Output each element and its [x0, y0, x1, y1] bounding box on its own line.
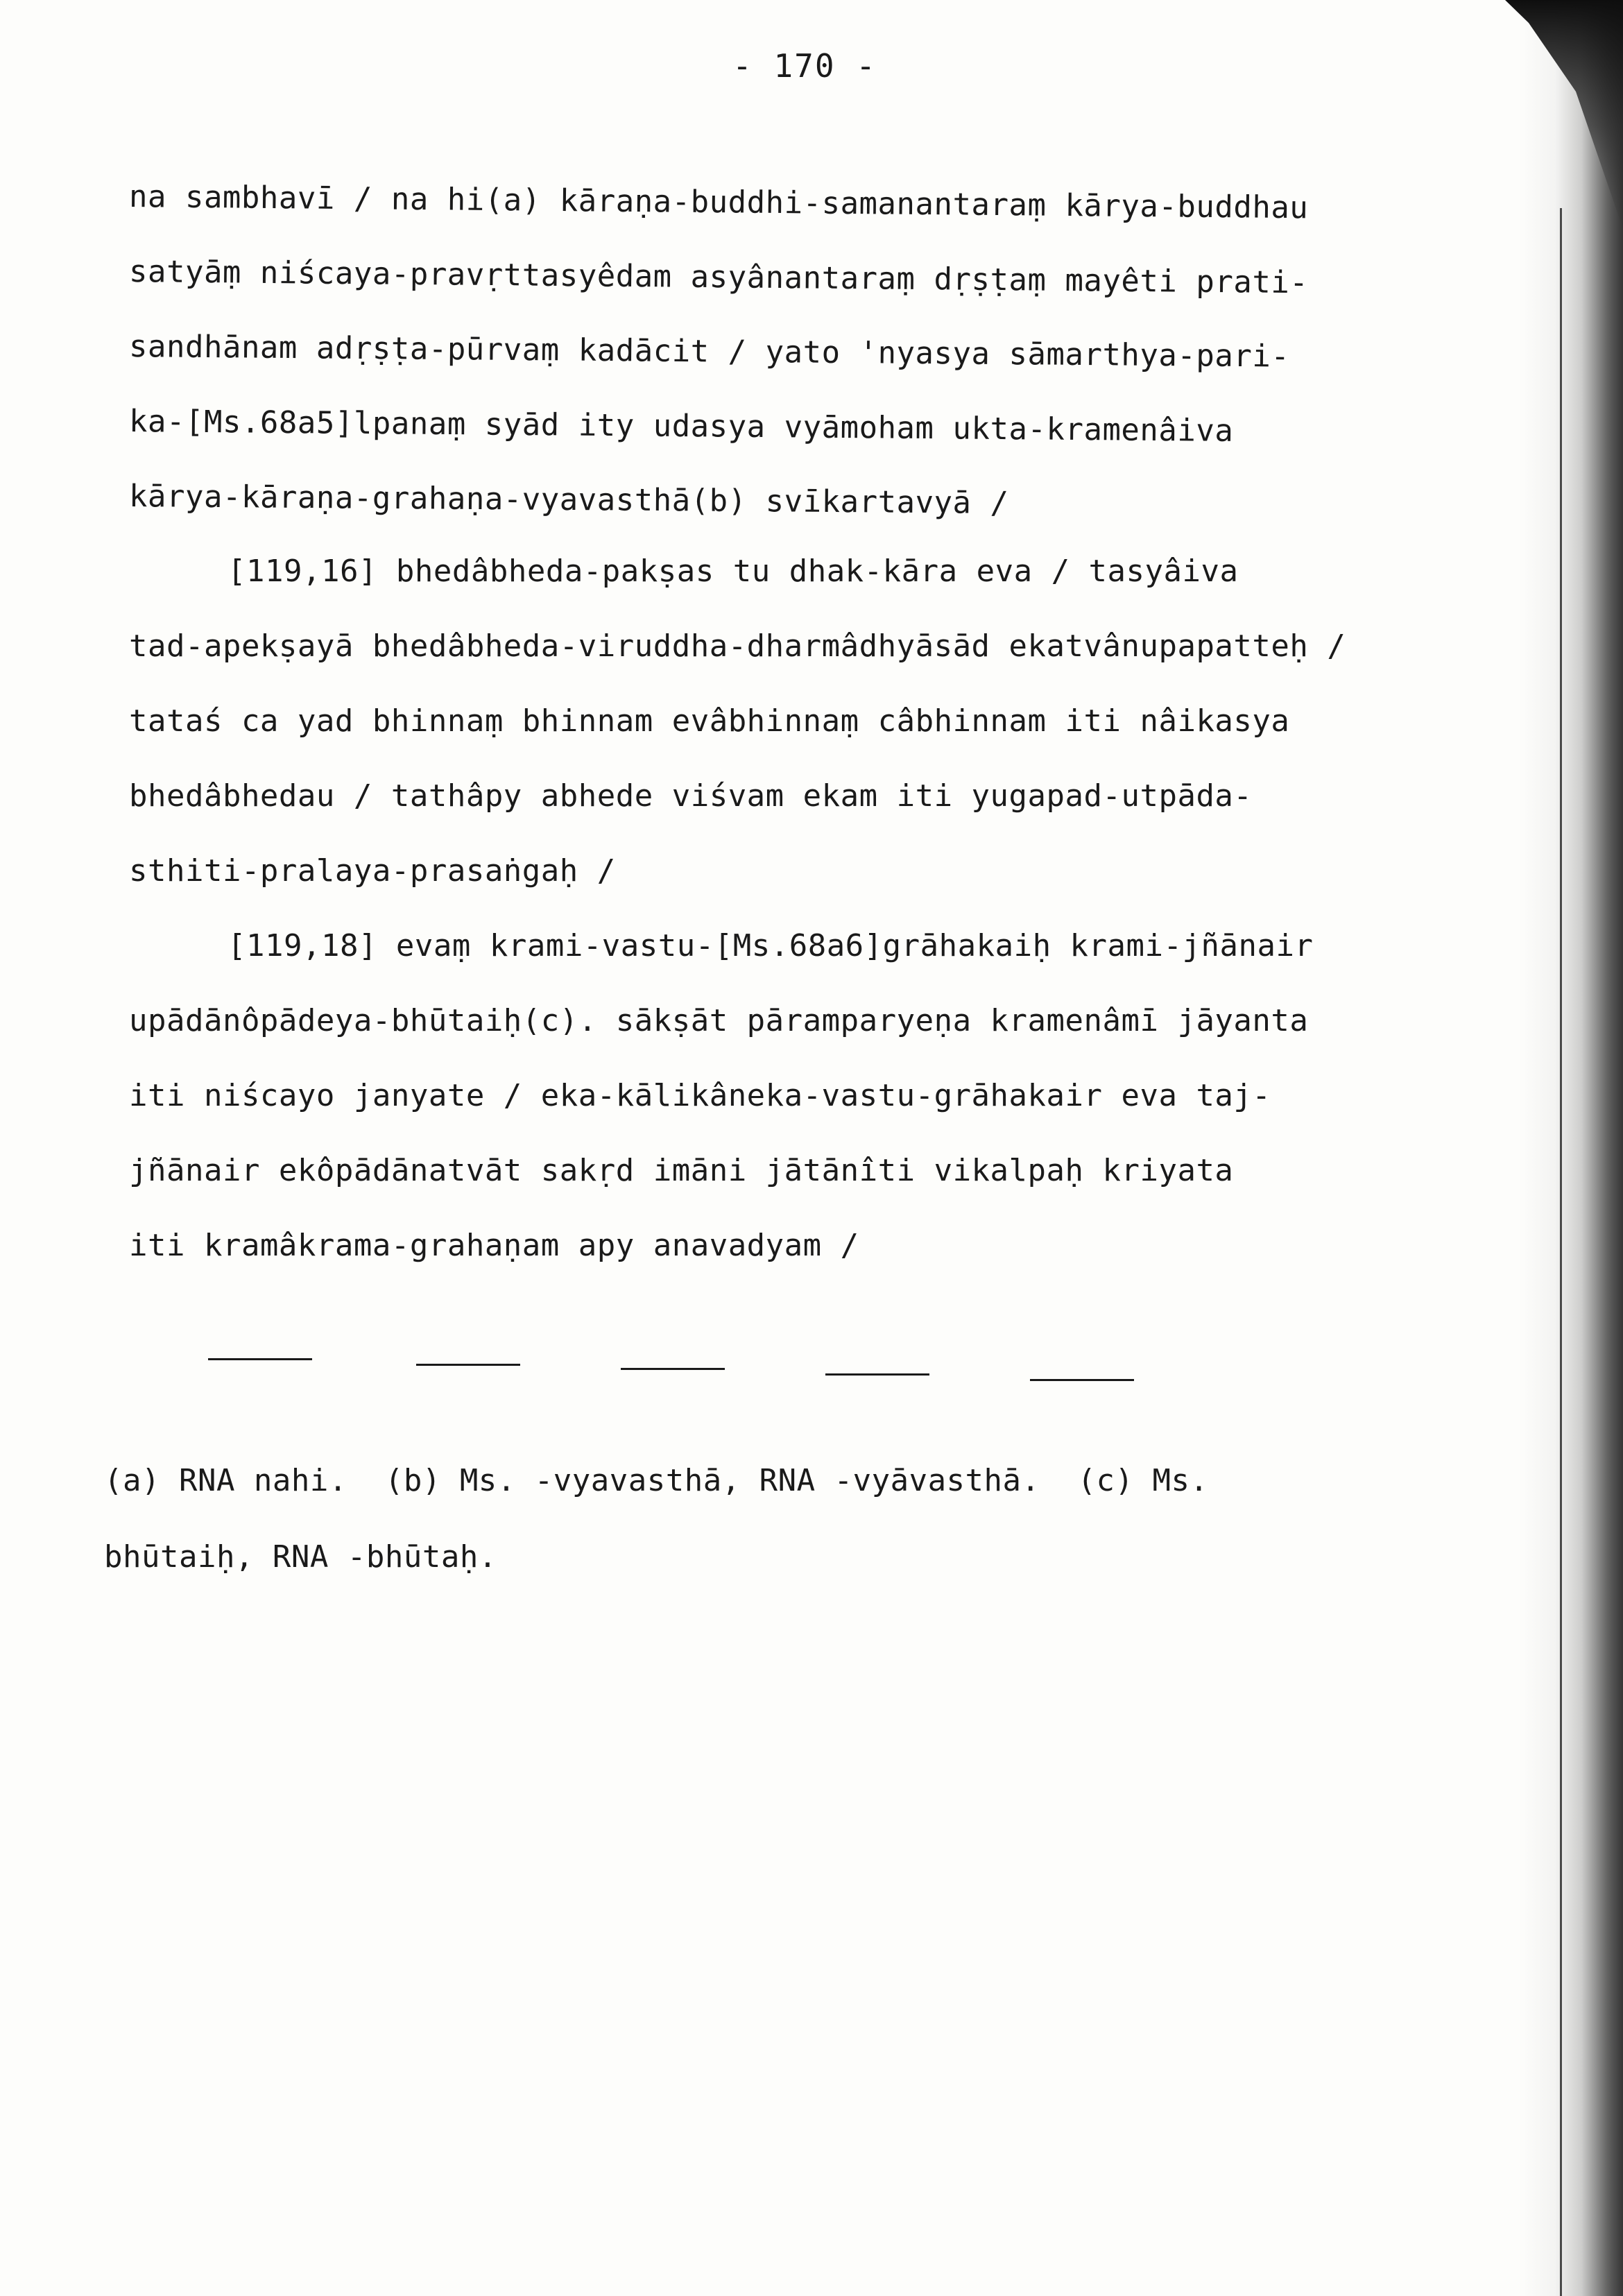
footnote-line: (a) RNA nahi. (b) Ms. -vyavasthā, RNA -vyāvasthā. (c) Ms. — [104, 1463, 1209, 1498]
text-line: iti niścayo janyate / eka-kālikâneka-vastu-grāhakair eva taj- — [129, 1078, 1271, 1113]
text-line: sandhānam adṛṣṭa-pūrvaṃ kadācit / yato 'nyasya sāmarthya-pari- — [128, 329, 1290, 375]
separator-dash — [825, 1373, 929, 1376]
binding-gutter-line — [1560, 208, 1562, 2296]
footnotes-block — [104, 1443, 1457, 1595]
text-line: [119,18] evaṃ krami-vastu-[Ms.68a6]grāhakaiḥ krami-jñānair — [227, 928, 1314, 963]
separator-dash — [1030, 1379, 1134, 1381]
text-line: bhedâbhedau / tathâpy abhede viśvam ekam iti yugapad-utpāda- — [129, 778, 1253, 814]
text-line: iti kramâkrama-grahaṇam apy anavadyam / — [129, 1228, 859, 1263]
text-line: jñānair ekôpādānatvāt sakṛd imāni jātānîti vikalpaḥ kriyata — [129, 1153, 1234, 1188]
text-line: upādānôpādeya-bhūtaiḥ(c). sākṣāt pāramparyeṇa kramenâmī jāyanta — [129, 1003, 1309, 1038]
separator-dash — [416, 1364, 520, 1366]
text-line: kārya-kāraṇa-grahaṇa-vyavasthā(b) svīkartavyā / — [128, 479, 1009, 521]
footnote-line: bhūtaiḥ, RNA -bhūtaḥ. — [104, 1539, 497, 1575]
text-line: satyāṃ niścaya-pravṛttasyêdam asyânantaraṃ dṛṣṭaṃ mayêti prati- — [128, 254, 1309, 301]
text-line: sthiti-pralaya-prasaṅgaḥ / — [129, 853, 616, 889]
separator-dash — [208, 1358, 312, 1360]
separator-dash — [621, 1368, 725, 1370]
text-line: na sambhavī / na hi(a) kāraṇa-buddhi-samanantaraṃ kārya-buddhau — [128, 179, 1309, 226]
text-line: ka-[Ms.68a5]lpanaṃ syād ity udasya vyāmoham ukta-kramenâiva — [128, 404, 1234, 449]
text-line: tad-apekṣayā bhedâbheda-viruddha-dharmâdhyāsād ekatvânupapatteḥ / — [129, 628, 1346, 664]
main-text-block — [129, 160, 1468, 1283]
page-number: - 170 - — [732, 47, 877, 85]
footnote-separator — [208, 1358, 1179, 1386]
text-line: tataś ca yad bhinnaṃ bhinnam evâbhinnaṃ câbhinnam iti nâikasya — [129, 703, 1290, 739]
text-line: [119,16] bhedâbheda-pakṣas tu dhak-kāra eva / tasyâiva — [227, 554, 1239, 589]
binding-shadow — [1519, 0, 1623, 2296]
